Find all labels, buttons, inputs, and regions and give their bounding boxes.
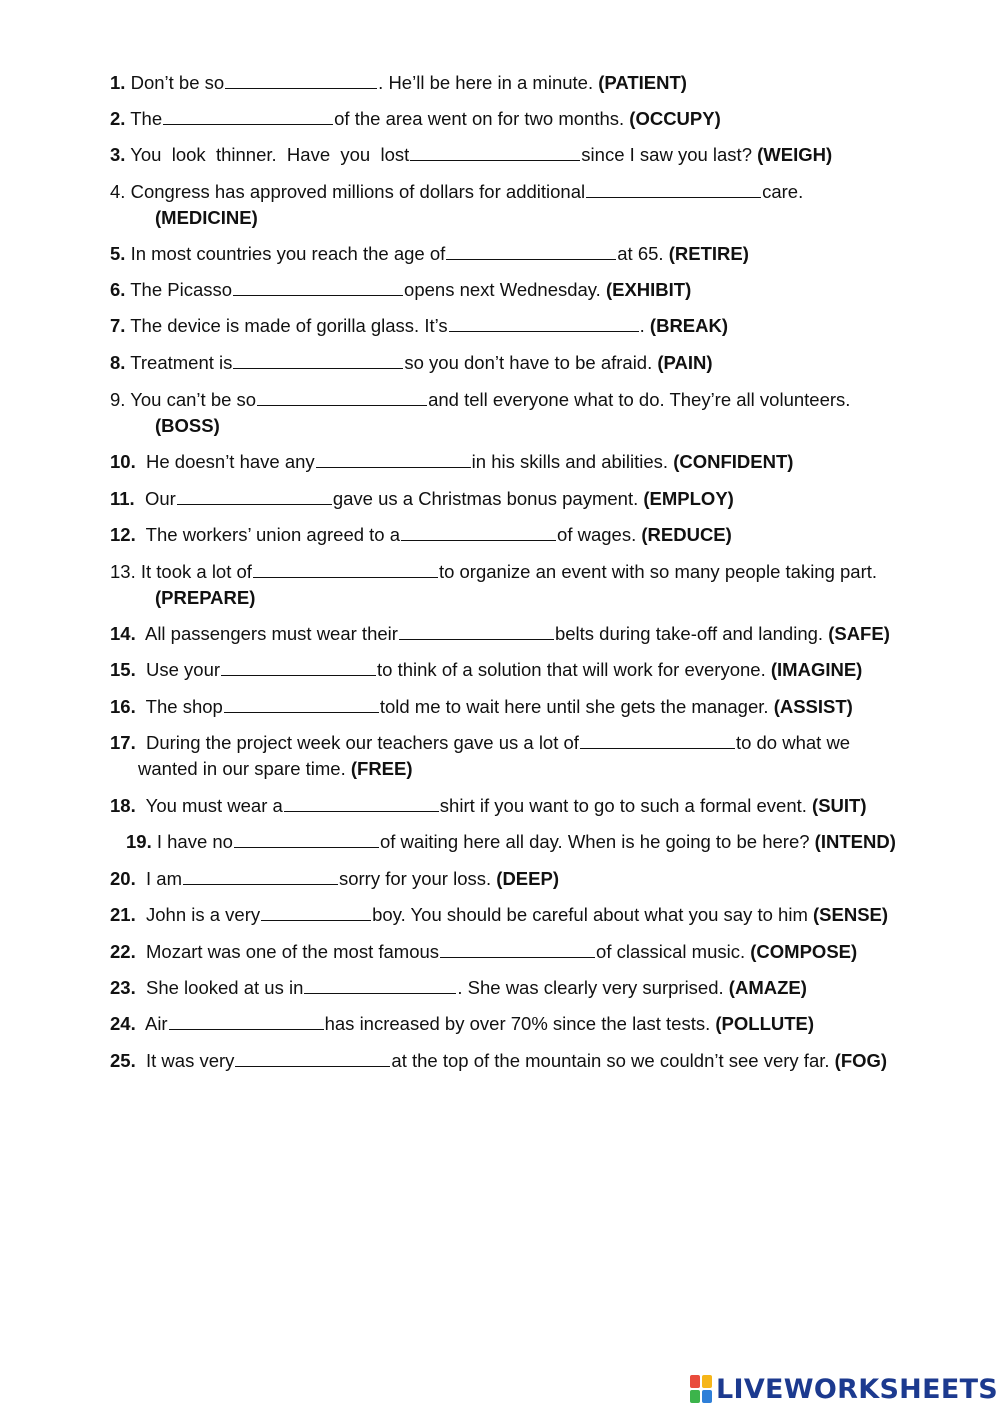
question-number: 5.	[110, 243, 126, 264]
question-text: opens next Wednesday.	[404, 279, 601, 300]
answer-blank[interactable]	[235, 1048, 390, 1067]
question-text: to do what we	[735, 732, 851, 753]
answer-blank[interactable]	[233, 277, 403, 296]
keyword: (SUIT)	[812, 795, 867, 816]
brand-name: LIVEWORKSHEETS	[716, 1373, 999, 1405]
question-number: 25.	[110, 1050, 136, 1071]
question-number: 19.	[126, 831, 152, 852]
question-text: gave us a Christmas bonus payment.	[332, 488, 639, 509]
question-text: Mozart was one of the most famous	[146, 941, 440, 962]
question-number: 6.	[110, 279, 126, 300]
question-text: of waiting here all day. When is he going to be here?	[379, 831, 810, 852]
question-10	[110, 449, 960, 475]
question-text: at 65.	[617, 243, 664, 264]
question-19	[126, 829, 976, 855]
question-text: The workers’ union agreed to a	[145, 524, 401, 545]
keyword: (POLLUTE)	[715, 1013, 815, 1034]
question-17	[110, 730, 960, 782]
question-text: I am	[146, 868, 182, 889]
question-text: You must wear a	[145, 795, 283, 816]
question-24	[110, 1011, 960, 1037]
question-text: of classical music.	[596, 941, 746, 962]
question-9	[110, 387, 960, 439]
question-2	[110, 106, 960, 132]
question-number: 11.	[110, 488, 135, 509]
keyword: (IMAGINE)	[770, 659, 863, 680]
question-4	[110, 179, 960, 231]
keyword: (MEDICINE)	[155, 207, 258, 228]
question-text: Use your	[146, 659, 221, 680]
answer-blank[interactable]	[234, 829, 379, 848]
question-number: 2.	[110, 108, 126, 129]
question-text: since I saw you last?	[581, 144, 752, 165]
keyword: (CONFIDENT)	[673, 451, 794, 472]
question-number: 16.	[110, 696, 136, 717]
liveworksheets-brand	[690, 1373, 998, 1405]
question-3	[110, 142, 960, 168]
question-number: 14.	[110, 623, 136, 644]
keyword: (SAFE)	[828, 623, 890, 644]
question-text: She looked at us in	[146, 977, 304, 998]
question-text: It was very	[146, 1050, 235, 1071]
question-21	[110, 902, 960, 928]
answer-blank[interactable]	[177, 486, 332, 505]
question-text: During the project week our teachers gave us a lot of	[146, 732, 579, 753]
keyword: (OCCUPY)	[629, 108, 721, 129]
keyword: (BOSS)	[155, 415, 220, 436]
keyword: (REDUCE)	[641, 524, 732, 545]
question-25	[110, 1048, 960, 1074]
question-text: All passengers must wear their	[144, 623, 398, 644]
question-text: He doesn’t have any	[146, 451, 315, 472]
question-text: care.	[762, 181, 804, 202]
answer-blank[interactable]	[261, 902, 371, 921]
keyword: (EMPLOY)	[643, 488, 734, 509]
question-text: In most countries you reach the age of	[130, 243, 446, 264]
answer-blank[interactable]	[224, 694, 379, 713]
question-text: Our	[144, 488, 176, 509]
answer-blank[interactable]	[410, 142, 580, 161]
question-text: to organize an event with so many people taking part.	[438, 561, 878, 582]
question-text: to think of a solution that will work for everyone.	[377, 659, 766, 680]
question-number: 18.	[110, 795, 136, 816]
keyword: (BREAK)	[649, 315, 729, 336]
question-text: I have no	[156, 831, 233, 852]
answer-blank[interactable]	[284, 793, 439, 812]
keyword: (FREE)	[350, 758, 413, 779]
question-number: 9.	[110, 389, 126, 410]
question-text: so you don’t have to be afraid.	[404, 352, 653, 373]
answer-blank[interactable]	[257, 387, 427, 406]
question-text: The	[130, 108, 163, 129]
question-number: 1.	[110, 72, 126, 93]
liveworksheets-logo-icon	[690, 1375, 712, 1403]
question-20	[110, 866, 960, 892]
answer-blank[interactable]	[169, 1011, 324, 1030]
question-number: 8.	[110, 352, 126, 373]
question-number: 21.	[110, 904, 136, 925]
question-text: The Picasso	[130, 279, 233, 300]
answer-blank[interactable]	[225, 70, 377, 89]
question-22	[110, 939, 960, 965]
keyword: (DEEP)	[496, 868, 559, 889]
question-text: of wages.	[557, 524, 637, 545]
question-text: Congress has approved millions of dollars for additional	[130, 181, 586, 202]
question-16	[110, 694, 960, 720]
question-text: shirt if you want to go to such a formal event.	[439, 795, 807, 816]
keyword: (RETIRE)	[668, 243, 749, 264]
question-text: . He’ll be here in a minute.	[378, 72, 594, 93]
keyword: (PATIENT)	[598, 72, 687, 93]
question-number: 13.	[110, 561, 136, 582]
answer-blank[interactable]	[253, 559, 438, 578]
keyword: (AMAZE)	[728, 977, 807, 998]
question-text: .	[639, 315, 645, 336]
question-text: . She was clearly very surprised.	[457, 977, 724, 998]
question-number: 24.	[110, 1013, 136, 1034]
answer-blank[interactable]	[580, 730, 735, 749]
question-text: and tell everyone what to do. They’re all volunteers.	[428, 389, 851, 410]
question-number: 17.	[110, 732, 136, 753]
question-1	[110, 70, 960, 96]
question-text: at the top of the mountain so we couldn’t see very far.	[391, 1050, 830, 1071]
question-number: 22.	[110, 941, 136, 962]
answer-blank[interactable]	[163, 106, 333, 125]
question-text: The device is made of gorilla glass. It’s	[130, 315, 448, 336]
answer-blank[interactable]	[233, 350, 403, 369]
question-text: You can’t be so	[130, 389, 257, 410]
question-18	[110, 793, 960, 819]
question-text: Don’t be so	[130, 72, 225, 93]
answer-blank[interactable]	[446, 241, 616, 260]
answer-blank[interactable]	[221, 657, 376, 676]
question-14	[110, 621, 960, 647]
question-5	[110, 241, 960, 267]
question-number: 10.	[110, 451, 136, 472]
keyword: (EXHIBIT)	[605, 279, 692, 300]
question-text: wanted in our spare time.	[138, 758, 346, 779]
answer-blank[interactable]	[399, 621, 554, 640]
question-text: Air	[144, 1013, 168, 1034]
keyword: (INTEND)	[814, 831, 896, 852]
question-text: It took a lot of	[140, 561, 252, 582]
question-text: of the area went on for two months.	[334, 108, 625, 129]
question-number: 4.	[110, 181, 126, 202]
question-12	[110, 522, 960, 548]
question-number: 12.	[110, 524, 136, 545]
answer-blank[interactable]	[401, 522, 556, 541]
question-text: The shop	[145, 696, 223, 717]
keyword: (COMPOSE)	[750, 941, 858, 962]
question-number: 23.	[110, 977, 136, 998]
question-6	[110, 277, 960, 303]
question-text: Treatment is	[130, 352, 233, 373]
question-15	[110, 657, 960, 683]
keyword: (ASSIST)	[773, 696, 853, 717]
question-text: told me to wait here until she gets the manager.	[379, 696, 769, 717]
keyword: (SENSE)	[813, 904, 889, 925]
question-number: 20.	[110, 868, 136, 889]
question-23	[110, 975, 960, 1001]
question-text: belts during take-off and landing.	[554, 623, 824, 644]
answer-blank[interactable]	[316, 449, 471, 468]
question-11	[110, 486, 960, 512]
question-13	[110, 559, 960, 611]
question-8	[110, 350, 960, 376]
answer-blank[interactable]	[183, 866, 338, 885]
question-7	[110, 313, 960, 339]
question-text: John is a very	[146, 904, 261, 925]
question-text: in his skills and abilities.	[471, 451, 669, 472]
answer-blank[interactable]	[440, 939, 595, 958]
question-number: 7.	[110, 315, 126, 336]
question-number: 3.	[110, 144, 126, 165]
keyword: (PREPARE)	[155, 587, 256, 608]
answer-blank[interactable]	[449, 313, 639, 332]
answer-blank[interactable]	[586, 179, 761, 198]
question-number: 15.	[110, 659, 136, 680]
keyword: (WEIGH)	[757, 144, 833, 165]
question-text: You look thinner. Have you lost	[130, 144, 410, 165]
keyword: (FOG)	[834, 1050, 888, 1071]
answer-blank[interactable]	[304, 975, 456, 994]
question-text: boy. You should be careful about what you say to him	[372, 904, 808, 925]
question-text: has increased by over 70% since the last tests.	[324, 1013, 711, 1034]
question-text: sorry for your loss.	[338, 868, 492, 889]
keyword: (PAIN)	[657, 352, 713, 373]
